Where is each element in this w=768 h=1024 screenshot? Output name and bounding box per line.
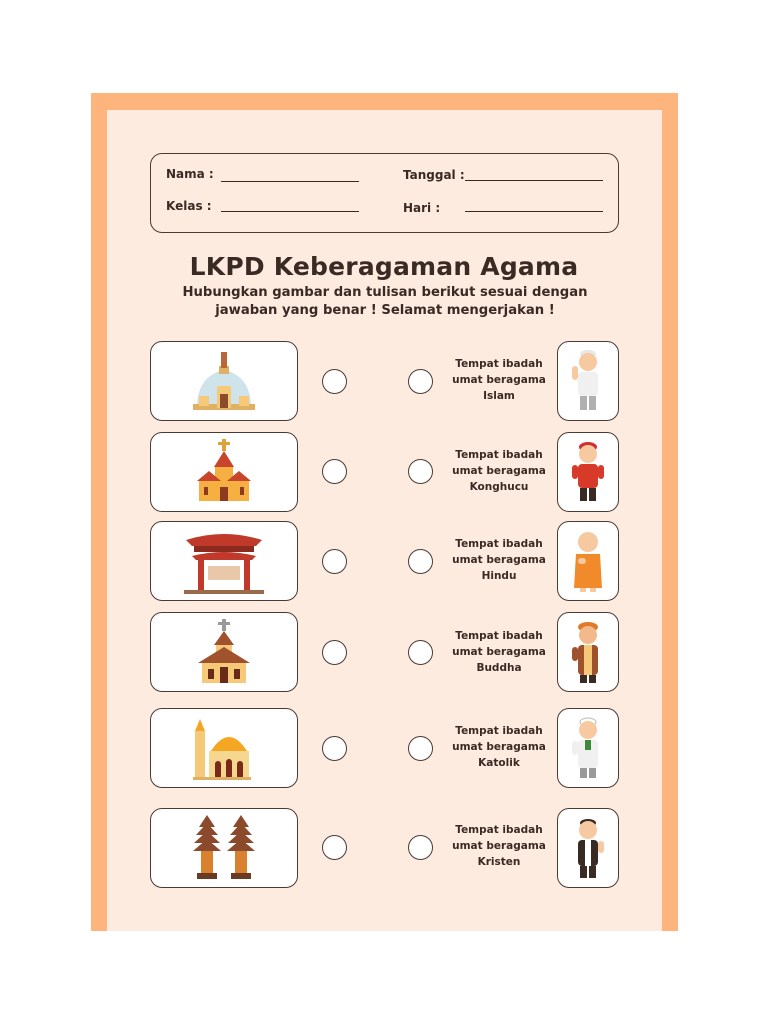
left-connect-dot[interactable] — [322, 549, 347, 574]
answer-line: umat beragama — [452, 374, 546, 386]
answer-line: umat beragama — [452, 554, 546, 566]
right-connect-dot[interactable] — [408, 459, 433, 484]
student-info-box — [150, 153, 619, 233]
worship-place-card[interactable] — [150, 808, 298, 888]
person-card[interactable] — [557, 521, 619, 601]
kelas-label: Kelas : — [166, 199, 212, 213]
worship-place-card[interactable] — [150, 612, 298, 692]
person-card[interactable] — [557, 808, 619, 888]
nama-field[interactable] — [221, 181, 359, 182]
chinese-temple-icon — [182, 526, 266, 596]
worship-place-card[interactable] — [150, 708, 298, 788]
left-connect-dot[interactable] — [322, 459, 347, 484]
priest-icon — [570, 815, 606, 881]
religion-name: Konghucu — [469, 481, 529, 493]
left-connect-dot[interactable] — [322, 369, 347, 394]
person-card[interactable] — [557, 432, 619, 512]
worship-place-card[interactable] — [150, 521, 298, 601]
religion-name: Hindu — [481, 570, 517, 582]
answer-line: Tempat ibadah — [455, 358, 543, 370]
answer-line: Tempat ibadah — [455, 449, 543, 461]
instruction-text: Hubungkan gambar dan tulisan berikut sesuai dengan jawaban yang benar ! Selamat mengerjakan ! — [182, 285, 588, 318]
answer-line: Tempat ibadah — [455, 725, 543, 737]
muslim-boy-icon — [570, 348, 606, 414]
cathedral-icon — [189, 437, 259, 507]
left-connect-dot[interactable] — [322, 640, 347, 665]
left-connect-dot[interactable] — [322, 736, 347, 761]
person-card[interactable] — [557, 708, 619, 788]
right-connect-dot[interactable] — [408, 369, 433, 394]
person-card[interactable] — [557, 341, 619, 421]
answer-line: umat beragama — [452, 646, 546, 658]
hari-label: Hari : — [403, 201, 441, 215]
muslim-man-icon — [570, 715, 606, 781]
chinese-boy-icon — [570, 439, 606, 505]
page-title: LKPD Keberagaman Agama — [189, 252, 579, 281]
stupa-icon — [189, 346, 259, 416]
answer-line: umat beragama — [452, 840, 546, 852]
answer-line: umat beragama — [452, 741, 546, 753]
church-icon — [194, 617, 254, 687]
tanggal-label: Tanggal : — [403, 168, 465, 182]
answer-text — [449, 447, 549, 495]
answer-text — [449, 723, 549, 771]
answer-line: Tempat ibadah — [455, 630, 543, 642]
monk-icon — [570, 528, 606, 594]
tanggal-field[interactable] — [465, 180, 603, 181]
pura-icon — [189, 813, 259, 883]
worship-place-card[interactable] — [150, 341, 298, 421]
religion-name: Islam — [483, 390, 515, 402]
right-connect-dot[interactable] — [408, 549, 433, 574]
religion-name: Katolik — [478, 757, 520, 769]
nama-label: Nama : — [166, 167, 214, 181]
answer-text — [449, 356, 549, 404]
hindu-man-icon — [570, 619, 606, 685]
hari-field[interactable] — [465, 211, 603, 212]
answer-text — [449, 628, 549, 676]
answer-line: Tempat ibadah — [455, 538, 543, 550]
religion-name: Buddha — [476, 662, 522, 674]
right-connect-dot[interactable] — [408, 640, 433, 665]
right-connect-dot[interactable] — [408, 736, 433, 761]
person-card[interactable] — [557, 612, 619, 692]
left-connect-dot[interactable] — [322, 835, 347, 860]
kelas-field[interactable] — [221, 211, 359, 212]
answer-text — [449, 822, 549, 870]
answer-text — [449, 536, 549, 584]
worship-place-card[interactable] — [150, 432, 298, 512]
religion-name: Kristen — [477, 856, 521, 868]
mosque-icon — [189, 713, 259, 783]
answer-line: umat beragama — [452, 465, 546, 477]
answer-line: Tempat ibadah — [455, 824, 543, 836]
right-connect-dot[interactable] — [408, 835, 433, 860]
